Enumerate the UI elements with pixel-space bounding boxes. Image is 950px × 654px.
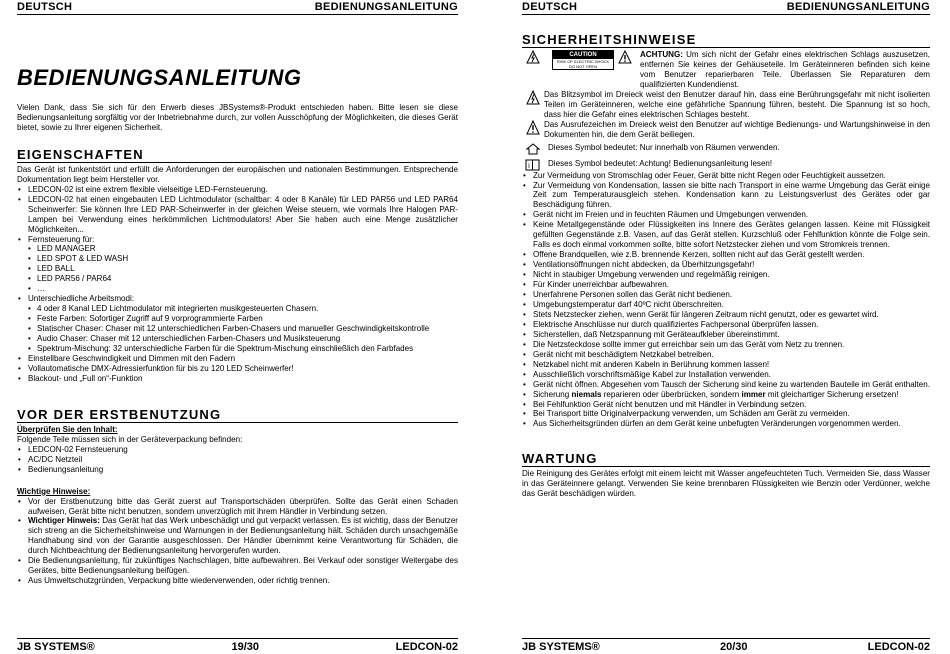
caution-text: ACHTUNG: Um sich nicht der Gefahr eines elektrischen Schlags auszusetzen, entfernen Sie keines der Gehäuseteile. Im Geräteinneren befinden sich keine vom Benutzer reparierbaren Teile. Überlassen Sie Reparaturen dem qualifizierten Kundendienst. bbox=[640, 50, 930, 89]
list-item: • Keine Metallgegenstände oder Flüssigkeiten ins Innere des Gerätes gelangen lassen. Keine mit Flüssigkeit gefüllten Gegenstände z.B. Vasen, auf das Gerät stellen. Kurzschluß oder Fehlfunktion könnte die Folge sein. Falls es doch einmal vorkommen sollte, bitte sofort Netzstecker ziehen und vom Stromkreis trennen. bbox=[533, 220, 930, 250]
list-item: • Blackout- und „Full on“-Funktion bbox=[28, 374, 458, 384]
header-doc-title: BEDIENUNGSANLEITUNG bbox=[786, 1, 930, 13]
list-item: • Offene Brandquellen, wie z.B. brennende Kerzen, sollten nicht auf das Gerät gestellt werden. bbox=[533, 250, 930, 260]
list-item: • Audio Chaser: Chaser mit 12 unterschiedlichen Farben-Chasers und Musiksteuerung bbox=[37, 334, 458, 344]
list-item: • Wichtiger Hinweis: Das Gerät hat das Werk unbeschädigt und gut verpackt verlassen. Es ist wichtig, dass der Benutzer sich streng an die Sicherheitshinweise und Warnungen in der Bedienungsanleitung hält. Schäden durch unsachgemäße Handhabung sind von der Garantie ausgeschlossen. Der Händler übernimmt keine Verantwortung für Schäden, die durch Nichtbeachtung der Bedienungsanleitung hervorgerufen wurden. bbox=[28, 516, 458, 556]
remote-for-list bbox=[17, 244, 458, 294]
list-item: • Die Bedienungsanleitung, für zukünftiges Nachschlagen, bitte aufbewahren. Bei Verkauf oder sonstiger Weitergabe des Gerätes, bitte Bedienungsanleitung beifügen. bbox=[28, 556, 458, 576]
list-item: • Einstellbare Geschwindigkeit und Dimmen mit den Fadern bbox=[28, 354, 458, 364]
features-intro: Das Gerät ist funkentstört und erfüllt die Anforderungen der europäischen und nationalen Bestimmungen. Entsprechende Dokumentation liegt beim Hersteller vor. bbox=[17, 164, 458, 184]
page-footer bbox=[17, 638, 458, 654]
page-footer bbox=[522, 638, 930, 654]
indoor-row bbox=[522, 143, 930, 155]
maintenance-heading: WARTUNG bbox=[522, 451, 930, 467]
features-list bbox=[17, 185, 458, 245]
list-item: • Aus Sicherheitsgründen dürfen an dem Gerät keine unbefugten Veränderungen vorgenommen werden. bbox=[533, 419, 930, 429]
page-header bbox=[522, 0, 930, 15]
caution-line-1: RISK OF ELECTRIC SHOCK bbox=[556, 59, 610, 64]
footer-model: LEDCON-02 bbox=[867, 641, 930, 653]
list-item: • Die Netzsteckdose sollte immer gut erreichbar sein um das Gerät vom Netz zu trennen. bbox=[533, 340, 930, 350]
list-item: • Nicht in staubiger Umgebung verwenden und regelmäßig reinigen. bbox=[533, 270, 930, 280]
footer-brand: JB SYSTEMS® bbox=[17, 641, 95, 653]
caution-line-2: DO NOT OPEN bbox=[569, 64, 597, 69]
page-header bbox=[17, 0, 458, 15]
list-item: • Zur Vermeidung von Stromschlag oder Feuer, Gerät bitte nicht Regen oder Feuchtigkeit aussetzen. bbox=[533, 171, 930, 181]
list-item: • Fernsteuerung für: bbox=[28, 235, 458, 245]
indoor-text: Dieses Symbol bedeutet: Nur innerhalb von Räumen verwenden. bbox=[548, 142, 780, 152]
safety-heading: SICHERHEITSHINWEISE bbox=[522, 32, 930, 48]
page-title: BEDIENUNGSANLEITUNG bbox=[17, 65, 302, 90]
list-item: • Vollautomatische DMX-Adressierfunktion für bis zu 120 LED Scheinwerfer! bbox=[28, 364, 458, 374]
list-item: • 4 oder 8 Kanal LED Lichtmodulator mit integrierten musikgesteuerten Chasern. bbox=[37, 304, 458, 314]
list-item: • AC/DC Netzteil bbox=[28, 455, 458, 465]
list-item: • Aus Umweltschutzgründen, Verpackung bitte wiederverwenden, oder richtig trennen. bbox=[28, 576, 458, 586]
footer-model: LEDCON-02 bbox=[395, 641, 458, 653]
read-manual-icon bbox=[522, 159, 544, 171]
list-item: • Unerfahrene Personen sollen das Gerät nicht bedienen. bbox=[533, 290, 930, 300]
important-notes-label: Wichtige Hinweise: bbox=[17, 486, 91, 496]
modes-list bbox=[17, 294, 458, 304]
list-item: • Bei Transport bitte Originalverpackung verwenden, um Schäden am Gerät zu vermeiden. bbox=[533, 409, 930, 419]
check-contents-label: Überprüfen Sie den Inhalt: bbox=[17, 424, 118, 434]
exclamation-warning-icon bbox=[614, 50, 636, 64]
list-item: • Bedienungsanleitung bbox=[28, 465, 458, 475]
list-item: • LED PAR56 / PAR64 bbox=[37, 274, 458, 284]
exclamation-row bbox=[522, 120, 930, 140]
exclamation-triangle-icon bbox=[522, 120, 544, 136]
list-item: • Ausschließlich vorschriftsmäßige Kabel zur Installation verwenden. bbox=[533, 370, 930, 380]
package-list bbox=[17, 445, 458, 475]
list-item: • Für Kinder unerreichbar aufbewahren. bbox=[533, 280, 930, 290]
lightning-triangle-icon bbox=[522, 90, 544, 106]
list-item: • LEDCON-02 hat einen eingebauten LED Lichtmodulator (schaltbar: 4 oder 8 Kanäle) für LED PAR56 und LED PAR64 Scheinwerfer: Sie können Ihre LED PAR-Scheinwerfer in der gleichen Weise steuern, wie vormals Ihre Halogen PAR-Lampen bei Verwendung eines herkömmlichen Lichtmodulators! Aber Sie haben auch eine Menge zusätzlicher Möglichkeiten... bbox=[28, 195, 458, 235]
footer-brand: JB SYSTEMS® bbox=[522, 641, 600, 653]
list-item: • Unterschiedliche Arbeitsmodi: bbox=[28, 294, 458, 304]
safety-list bbox=[522, 171, 930, 430]
list-item: • Statischer Chaser: Chaser mit 12 unterschiedlichen Farben-Chasers und manueller Geschwindigkeitskontrolle bbox=[37, 324, 458, 334]
house-icon bbox=[522, 143, 544, 155]
lightning-warning-icon bbox=[522, 50, 544, 64]
list-item: • LEDCON-02 ist eine extrem flexible vielseitige LED-Fernsteuerung. bbox=[28, 185, 458, 195]
caution-title: CAUTION bbox=[553, 51, 613, 59]
right-page bbox=[475, 0, 950, 654]
list-item: • Feste Farben: Sofortiger Zugriff auf 9 vorprogrammierte Farben bbox=[37, 314, 458, 324]
list-item: • LED BALL bbox=[37, 264, 458, 274]
features-heading: EIGENSCHAFTEN bbox=[17, 147, 458, 163]
caution-label bbox=[552, 50, 614, 70]
exclamation-text: Das Ausrufezeichen im Dreieck weist den Benutzer auf wichtige Bedienungs- und Wartungshinweise in den Dokumenten hin, die dem Gerät beiliegen. bbox=[544, 119, 930, 139]
list-item: • Gerät nicht öffnen. Abgesehen vom Tausch der Sicherung sind keine zu wartenden Bauteile im Gerät enthalten. bbox=[533, 380, 930, 390]
list-item: • Gerät nicht im Freien und in feuchten Räumen und Umgebungen verwenden. bbox=[533, 210, 930, 220]
list-item: • … bbox=[37, 284, 458, 294]
list-item: • Ventilationsöffnungen nicht abdecken, da Überhitzungsgefahr! bbox=[533, 260, 930, 270]
modes-sublist bbox=[17, 304, 458, 354]
manual-text: Dieses Symbol bedeutet: Achtung! Bedienungsanleitung lesen! bbox=[548, 158, 773, 168]
list-item: • Stets Netzstecker ziehen, wenn Gerät für längeren Zeitraum nicht genutzt, oder es gewartet wird. bbox=[533, 310, 930, 320]
header-doc-title: BEDIENUNGSANLEITUNG bbox=[314, 1, 458, 13]
footer-page-number: 19/30 bbox=[231, 641, 259, 653]
list-item: • Umgebungstemperatur darf 40ºC nicht überschreiten. bbox=[533, 300, 930, 310]
list-item: • Vor der Erstbenutzung bitte das Gerät zuerst auf Transportschäden überprüfen. Sollte das Gerät einen Schaden aufweisen, Gerät bitte nicht benutzen, sondern unverzüglich mit ihrem Händler in Verbindung setzen. bbox=[28, 497, 458, 517]
list-item: • LED SPOT & LED WASH bbox=[37, 254, 458, 264]
list-item: • Spektrum-Mischung: 32 unterschiedliche Farben für die Spektrum-Mischung einschließlich den Farbfades bbox=[37, 344, 458, 354]
list-item: • LEDCON-02 Fernsteuerung bbox=[28, 445, 458, 455]
header-language: DEUTSCH bbox=[17, 1, 73, 13]
list-item: • Netzkabel nicht mit anderen Kabeln in Berührung kommen lassen! bbox=[533, 360, 930, 370]
lightning-text: Das Blitzsymbol im Dreieck weist den Benutzer darauf hin, dass eine Berührungsgefahr mit nicht isolierten Teilen im Geräteinneren, welche eine gefährliche Spannung führen, besteht. Die Spannung ist so hoch, dass hier die Gefahr eines elektrischen Schlages besteht. bbox=[544, 89, 930, 119]
list-item: • Elektrische Anschlüsse nur durch qualifiziertes Fachpersonal überprüfen lassen. bbox=[533, 320, 930, 330]
maintenance-text: Die Reinigung des Gerätes erfolgt mit einem leicht mit Wasser angefeuchteten Tuch. Vermeiden Sie, dass Wasser in das Geräteinnere gelangt. Verwenden Sie keine brennbaren Flüssigkeiten wie Benzin oder Verdünner, welche das Gerät beschädigen würden. bbox=[522, 469, 930, 499]
features-more-list bbox=[17, 354, 458, 384]
footer-page-number: 20/30 bbox=[719, 641, 748, 653]
list-item: • Zur Vermeidung von Kondensation, lassen sie bitte nach Transport in eine warme Umgebung das Gerät einige Zeit zum Temperaturausgleich stehen. Kondensation kann zu Leistungsverlust des Gerätes oder gar Beschädigung führen. bbox=[533, 181, 930, 211]
list-item: • Sicherstellen, daß Netzspannung mit Geräteaufkleber übereinstimmt. bbox=[533, 330, 930, 340]
lightning-row bbox=[522, 90, 930, 120]
list-item: • Gerät nicht mit beschädigtem Netzkabel betreiben. bbox=[533, 350, 930, 360]
important-notes-list bbox=[17, 497, 458, 587]
list-item: • Bei Fehlfunktion Gerät nicht benutzen und mit Händler in Verbindung setzen. bbox=[533, 400, 930, 410]
svg-text:i: i bbox=[528, 161, 530, 170]
caution-row bbox=[522, 50, 930, 90]
manual-row bbox=[522, 159, 930, 171]
intro-paragraph: Vielen Dank, dass Sie sich für den Erwerb dieses JBSystems®-Produkt entschieden haben. Bitte lesen sie diese Bedienungsanleitung sorgfältig vor der Inbetriebnahme durch, zur vollen Ausschöpfung der Möglichkeiten, die dieses Gerät bietet, sowie zu Ihrer eigenen Sicherheit. bbox=[17, 103, 458, 132]
list-item: • LED MANAGER bbox=[37, 244, 458, 254]
first-use-heading: VOR DER ERSTBENUTZUNG bbox=[17, 407, 458, 423]
list-item: • Sicherung niemals reparieren oder überbrücken, sondern immer mit gleichartiger Sicherung ersetzen! bbox=[533, 390, 930, 400]
check-contents-text: Folgende Teile müssen sich in der Geräteverpackung befinden: bbox=[17, 434, 243, 444]
header-language: DEUTSCH bbox=[522, 1, 578, 13]
